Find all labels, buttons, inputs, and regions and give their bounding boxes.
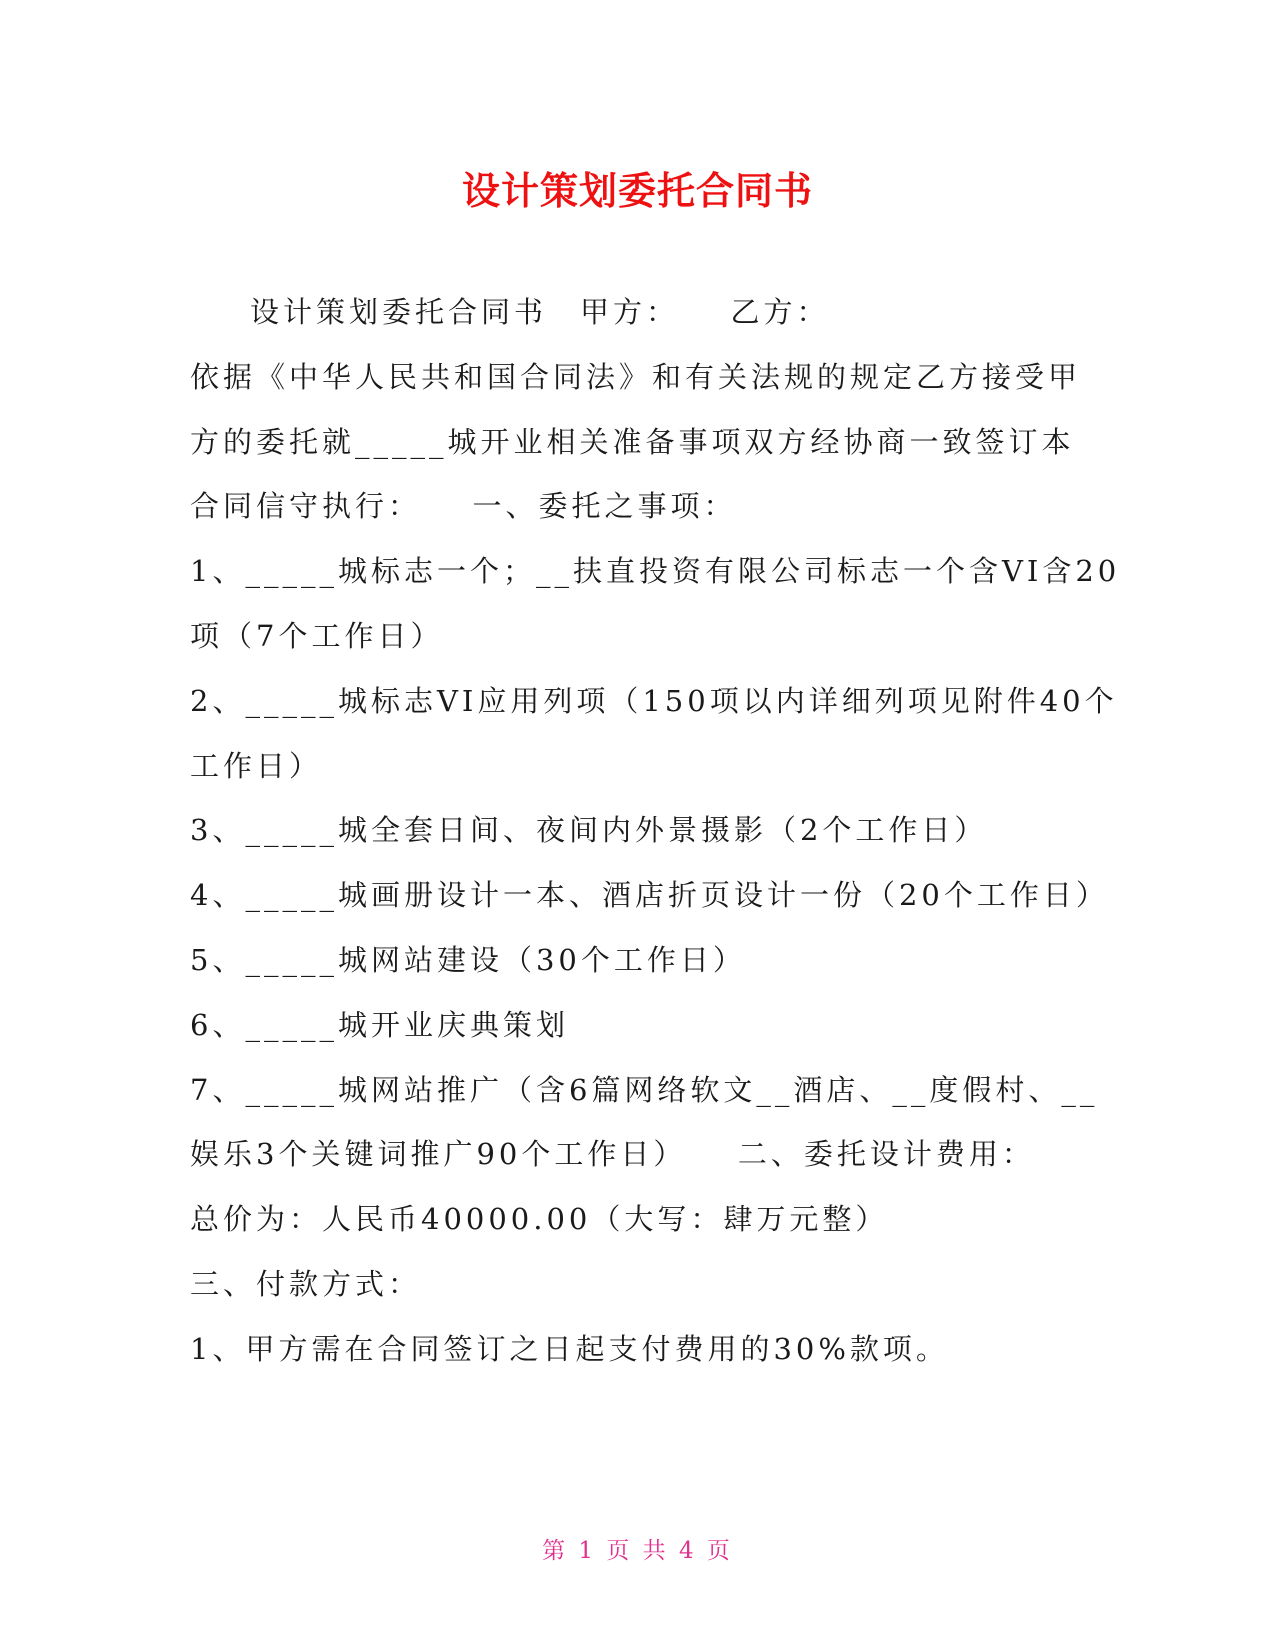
list-item-line: 2、_____城标志VI应用列项（150项以内详细列项见附件40个 xyxy=(190,683,1118,718)
document-title: 设计策划委托合同书 xyxy=(461,169,813,213)
paragraph-line: 依据《中华人民共和国合同法》和有关法规的规定乙方接受甲 xyxy=(190,359,1082,394)
section-heading-line: 三、付款方式： xyxy=(190,1266,422,1301)
paragraph-line: 方的委托就_____城开业相关准备事项双方经协商一致签订本 xyxy=(190,424,1075,459)
price-line: 总价为：人民币40000.00（大写：肆万元整） xyxy=(190,1202,889,1237)
list-item-line: 7、_____城网站推广（含6篇网络软文__酒店、__度假村、__ xyxy=(190,1072,1099,1107)
list-item-line: 项（7个工作日） xyxy=(190,618,444,653)
list-item-line: 5、_____城网站建设（30个工作日） xyxy=(190,942,746,977)
paragraph-line: 合同信守执行： 一、委托之事项： xyxy=(190,489,737,524)
document-body xyxy=(190,292,1121,1394)
contract-header-line: 设计策划委托合同书 甲方： 乙方： xyxy=(250,295,830,329)
list-item-line: 1、甲方需在合同签订之日起支付费用的30%款项。 xyxy=(190,1331,949,1366)
page-number-footer: 第 1 页 共 4 页 xyxy=(542,1538,733,1564)
list-item-line: 4、_____城画册设计一本、酒店折页设计一份（20个工作日） xyxy=(190,878,1109,913)
list-item-line: 1、_____城标志一个；__扶直投资有限公司标志一个含VI含20 xyxy=(190,554,1121,589)
list-item-line: 6、_____城开业庆典策划 xyxy=(190,1007,569,1042)
list-item-line: 娱乐3个关键词推广90个工作日） 二、委托设计费用： xyxy=(190,1137,1035,1172)
list-item-line: 3、_____城全套日间、夜间内外景摄影（2个工作日） xyxy=(190,813,988,848)
list-item-line: 工作日） xyxy=(190,748,323,783)
